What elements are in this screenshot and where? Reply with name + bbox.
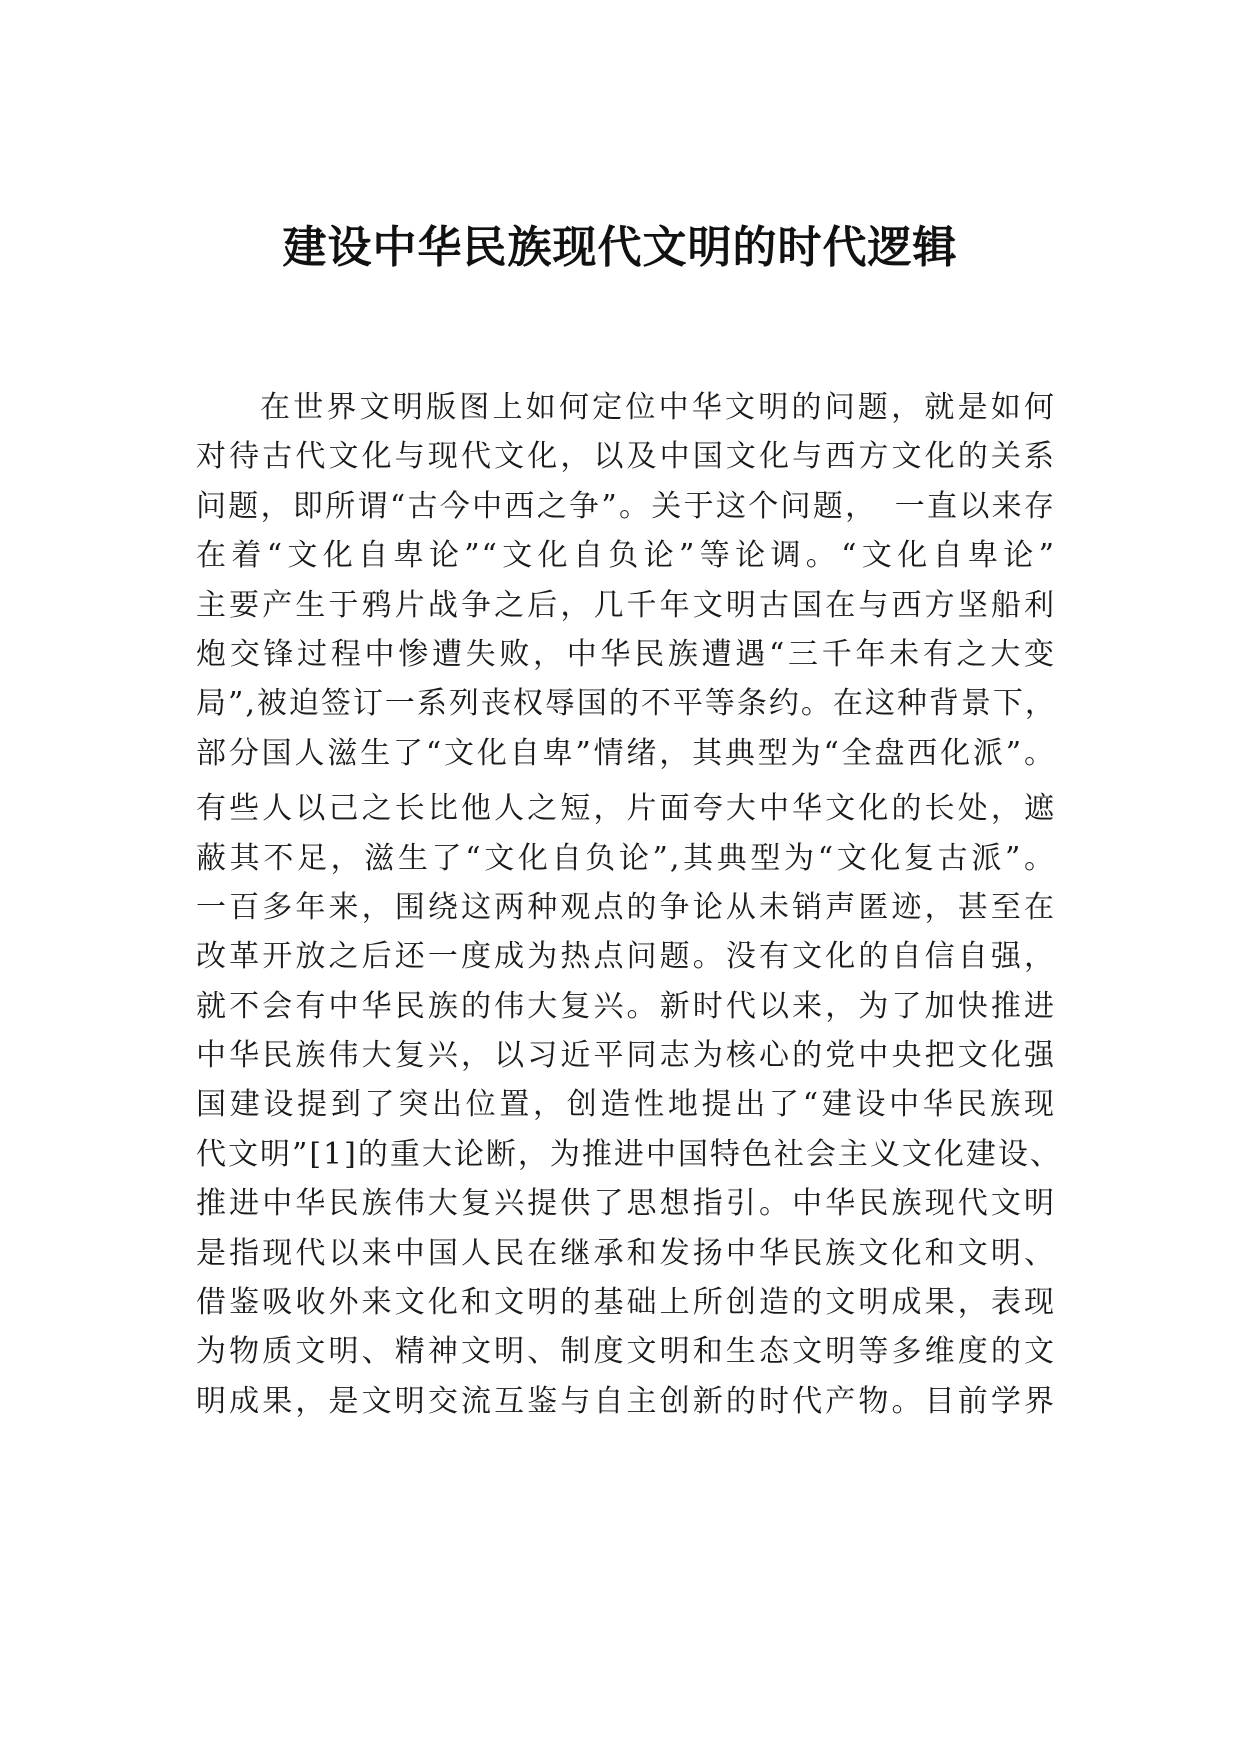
text-line: 部分国人滋生了“文化自卑”情绪，其典型为“全盘西化派”。 — [196, 735, 1056, 771]
body-paragraph — [196, 383, 1062, 1426]
text-line: 炮交锋过程中惨遭失败，中华民族遭遇“三千年未有之大变 — [196, 636, 1056, 672]
text-line: 中华民族伟大复兴，以习近平同志为核心的党中央把文化强 — [196, 1038, 1056, 1074]
text-line: 一百多年来，围绕这两种观点的争论从未销声匿迹，甚至在 — [196, 889, 1056, 925]
text-line: 在着“文化自卑论”“文化自负论”等论调。“文化自卑论” — [196, 538, 1056, 574]
text-line: 推进中华民族伟大复兴提供了思想指引。中华民族现代文明 — [196, 1186, 1056, 1222]
document-title: 建设中华民族现代文明的时代逻辑 — [282, 222, 958, 273]
text-line: 是指现代以来中国人民在继承和发扬中华民族文化和文明、 — [196, 1235, 1056, 1271]
text-line: 就不会有中华民族的伟大复兴。新时代以来，为了加快推进 — [196, 988, 1056, 1024]
text-line: 蔽其不足，滋生了“文化自负论”,其典型为“文化复古派”。 — [196, 840, 1056, 876]
text-line: 明成果，是文明交流互鉴与自主创新的时代产物。目前学界 — [196, 1383, 1056, 1419]
text-line: 改革开放之后还一度成为热点问题。没有文化的自信自强， — [196, 939, 1056, 975]
text-line: 在世界文明版图上如何定位中华文明的问题，就是如何 — [260, 390, 1056, 425]
text-line: 主要产生于鸦片战争之后，几千年文明古国在与西方坚船利 — [196, 587, 1056, 623]
text-line: 有些人以己之长比他人之短，片面夸大中华文化的长处，遮 — [196, 791, 1056, 827]
text-line: 国建设提到了突出位置，创造性地提出了“建设中华民族现 — [196, 1087, 1056, 1123]
text-line: 问题，即所谓“古今中西之争”。关于这个问题， 一直以来存 — [196, 488, 1056, 524]
text-line: 为物质文明、精神文明、制度文明和生态文明等多维度的文 — [196, 1334, 1056, 1370]
text-line: 局”,被迫签订一系列丧权辱国的不平等条约。在这种背景下， — [196, 686, 1057, 722]
text-line: 对待古代文化与现代文化，以及中国文化与西方文化的关系 — [196, 439, 1056, 475]
text-line: 借鉴吸收外来文化和文明的基础上所创造的文明成果，表现 — [196, 1285, 1056, 1321]
text-line: 代文明”[1]的重大论断，为推进中国特色社会主义文化建设、 — [196, 1136, 1062, 1172]
